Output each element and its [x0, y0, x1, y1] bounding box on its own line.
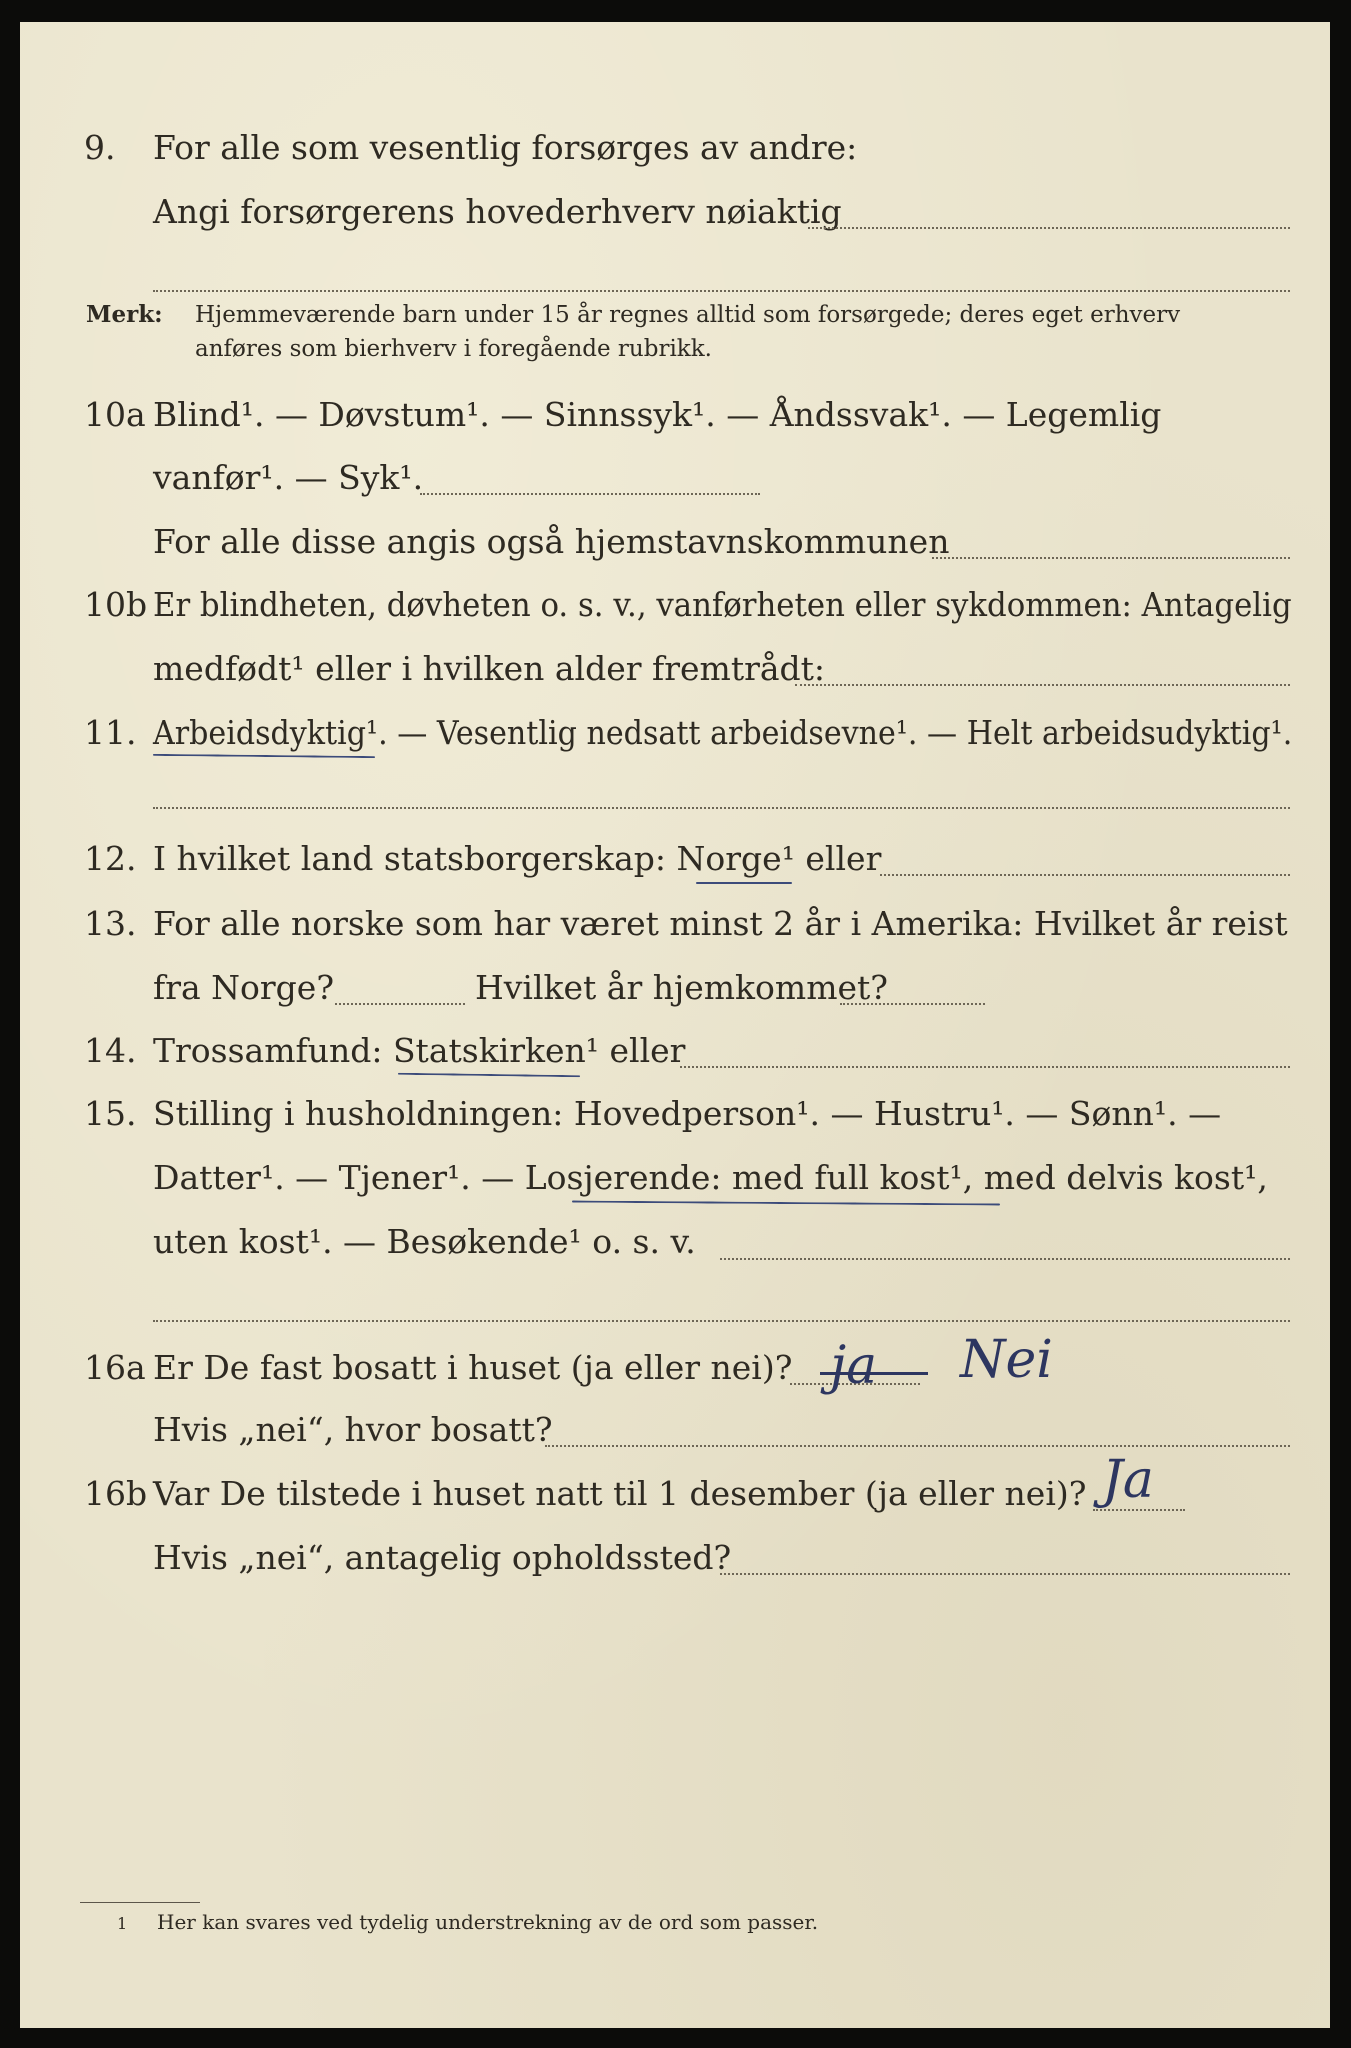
- q12-underline-mark: [696, 882, 792, 884]
- q16b-line1: Var De tilstede i huset natt til 1 desember (ja eller nei)?: [153, 1474, 1087, 1513]
- q11-selected-option[interactable]: Arbeidsdyktig¹.: [153, 713, 388, 752]
- q10a-line3: For alle disse angis også hjemstavnskommunen: [153, 522, 950, 561]
- q9-answer-line[interactable]: [808, 227, 1290, 229]
- q15-line2: Datter¹. — Tjener¹. — Losjerende: med full kost¹, med delvis kost¹,: [153, 1158, 1268, 1197]
- footnote: [117, 1908, 818, 1938]
- item-number-14: 14.: [84, 1031, 137, 1070]
- q10a-answer-line-2[interactable]: [932, 557, 1290, 559]
- q13-line1: For alle norske som har været minst 2 år i Amerika: Hvilket år reist: [153, 904, 1288, 943]
- q16a-line1: Er De fast bosatt i huset (ja eller nei)?: [153, 1348, 793, 1387]
- q15-answer-line[interactable]: [720, 1258, 1290, 1260]
- q16a-handwritten-answer: Nei: [960, 1330, 1053, 1390]
- q10a-line1: Blind¹. — Døvstum¹. — Sinnssyk¹. — Åndssvak¹. — Legemlig: [153, 395, 1162, 434]
- q12-answer-line[interactable]: [880, 874, 1290, 876]
- note-label: Merk:: [86, 301, 163, 328]
- q12-selected-option[interactable]: Norge: [676, 839, 782, 878]
- q14-answer-line[interactable]: [680, 1066, 1290, 1068]
- item-number-10a: 10a: [84, 395, 146, 434]
- q16b-location-line[interactable]: [720, 1573, 1290, 1575]
- q15-line3: uten kost¹. — Besøkende¹ o. s. v.: [153, 1222, 696, 1261]
- q13-return-year-line[interactable]: [840, 1003, 985, 1005]
- q9-answer-line-2[interactable]: [153, 290, 1290, 292]
- q15-underline-mark: [572, 1201, 1000, 1206]
- q10b-line1: Er blindheten, døvheten o. s. v., vanførheten eller sykdommen: Antagelig: [153, 585, 1292, 624]
- q11-underline-mark: [153, 754, 375, 758]
- q13-line2b: Hvilket år hjemkommet?: [475, 968, 888, 1007]
- footnote-mark: 1: [117, 1914, 128, 1933]
- q16b-handwritten-answer: Ja: [1102, 1450, 1154, 1510]
- q14-underline-mark: [398, 1073, 580, 1078]
- q16b-line2: Hvis „nei“, antagelig opholdssted?: [153, 1538, 732, 1577]
- q15-answer-line-2[interactable]: [153, 1320, 1290, 1322]
- item-number-11: 11.: [84, 713, 137, 752]
- q16a-residence-line[interactable]: [545, 1445, 1290, 1447]
- note-line2: anføres som bierhverv i foregående rubrikk.: [195, 336, 712, 362]
- item-number-10b: 10b: [84, 585, 148, 624]
- item-number-13: 13.: [84, 904, 137, 943]
- item-number-9: 9.: [84, 128, 116, 167]
- census-form-page: [20, 22, 1330, 2028]
- q15-selected-option[interactable]: Losjerende: med full kost¹: [524, 1158, 963, 1197]
- q14-line1: Trossamfund: Statskirken¹ eller: [153, 1031, 686, 1070]
- q12-line1: I hvilket land statsborgerskap: Norge¹ eller: [153, 839, 882, 878]
- item-number-15: 15.: [84, 1094, 137, 1133]
- q10b-line2: medfødt¹ eller i hvilken alder fremtrådt:: [153, 649, 826, 688]
- q15-line1: Stilling i husholdningen: Hovedperson¹. — Hustru¹. — Sønn¹. —: [153, 1094, 1222, 1133]
- q16a-struck-answer: ja: [830, 1336, 878, 1396]
- q16a-line2: Hvis „nei“, hvor bosatt?: [153, 1410, 553, 1449]
- q10a-answer-line[interactable]: [420, 493, 760, 495]
- q9-line1: For alle som vesentlig forsørges av andre:: [153, 128, 858, 167]
- q13-line2a: fra Norge?: [153, 968, 335, 1007]
- q10a-line2: vanfør¹. — Syk¹.: [153, 458, 424, 497]
- q16a-strike-mark: [820, 1372, 928, 1375]
- item-number-16b: 16b: [84, 1474, 148, 1513]
- q14-selected-option[interactable]: Statskirken: [392, 1031, 586, 1070]
- q9-line2: Angi forsørgerens hovederhverv nøiaktig: [153, 192, 842, 231]
- q11-answer-line[interactable]: [153, 807, 1290, 809]
- note-line1: Hjemmeværende barn under 15 år regnes alltid som forsørgede; deres eget erhverv: [195, 302, 1181, 328]
- q13-departure-year-line[interactable]: [335, 1003, 465, 1005]
- q10b-answer-line[interactable]: [795, 684, 1290, 686]
- item-number-16a: 16a: [84, 1348, 146, 1387]
- footnote-rule: [80, 1902, 200, 1903]
- footnote-text: Her kan svares ved tydelig understrekning av de ord som passer.: [157, 1910, 819, 1934]
- q11-line1: Arbeidsdyktig¹. — Vesentlig nedsatt arbeidsevne¹. — Helt arbeidsudyktig¹.: [153, 713, 1293, 752]
- item-number-12: 12.: [84, 839, 137, 878]
